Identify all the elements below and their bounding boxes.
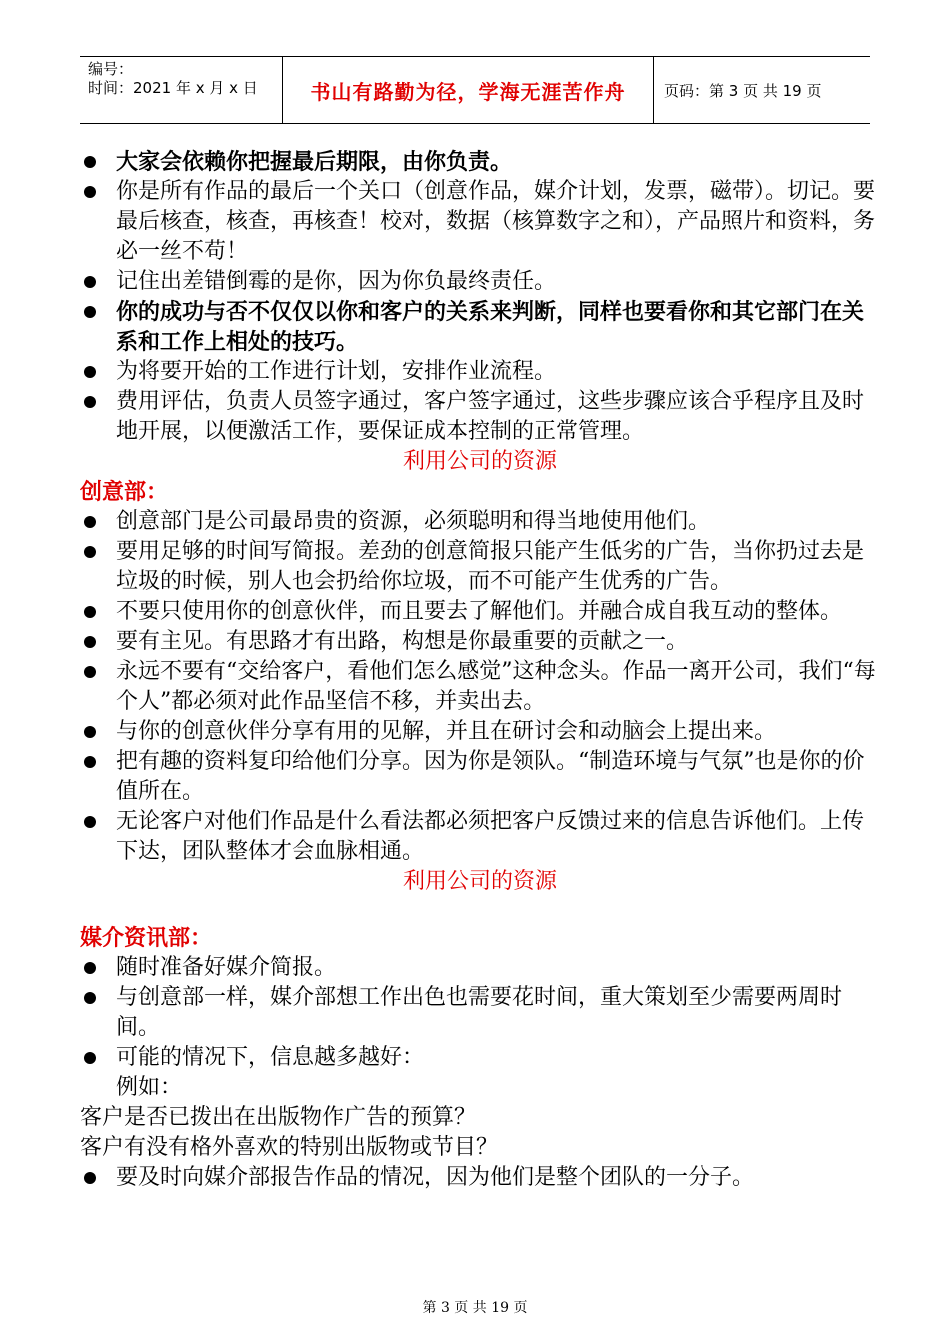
bullet-icon (84, 516, 96, 528)
list-item: 记住出差错倒霉的是你，因为你负最终责任。 (80, 267, 880, 297)
section-subheading: 利用公司的资源 (402, 869, 557, 894)
section-heading-media: 媒介资讯部： (80, 925, 213, 951)
header-page-info: 页码：第 3 页 共 19 页 (664, 81, 822, 100)
list-item: 大家会依赖你把握最后期限，由你负责。 (80, 147, 880, 177)
page-header (80, 56, 870, 124)
section-heading-creative: 创意部： (80, 479, 169, 505)
list-item: 要用足够的时间写简报。差劲的创意简报只能产生低劣的广告，当你扔过去是垃圾的时候，别人也会扔给你垃圾，而不可能产生优秀的广告。 (80, 537, 880, 597)
list-item: 创意部门是公司最昂贵的资源，必须聪明和得当地使用他们。 (80, 507, 880, 537)
list-item: 可能的情况下，信息越多越好： (80, 1043, 880, 1073)
header-motto: 书山有路勤为径，学海无涯苦作舟 (282, 57, 654, 123)
example-question: 客户有没有格外喜欢的特别出版物或节目？ (80, 1135, 499, 1160)
bullet-icon (84, 276, 96, 288)
bullet-icon (84, 396, 96, 408)
bullet-icon (84, 992, 96, 1004)
bullet-icon (84, 962, 96, 974)
list-item: 为将要开始的工作进行计划，安排作业流程。 (80, 357, 880, 387)
bullet-icon (84, 546, 96, 558)
bullet-icon (84, 306, 96, 318)
page-footer: 第 3 页 共 19 页 (422, 1300, 528, 1316)
list-item: 费用评估，负责人员签字通过，客户签字通过，这些步骤应该合乎程序且及时地开展，以便激活工作，要保证成本控制的正常管理。 (80, 387, 880, 447)
bullet-icon (84, 816, 96, 828)
section-subheading: 利用公司的资源 (402, 449, 557, 474)
list-item: 要及时向媒介部报告作品的情况，因为他们是整个团队的一分子。 (80, 1163, 880, 1193)
bullet-icon (84, 666, 96, 678)
bullet-icon (84, 726, 96, 738)
example-question: 客户是否已拨出在出版物作广告的预算？ (80, 1105, 477, 1130)
list-item: 与你的创意伙伴分享有用的见解，并且在研讨会和动脑会上提出来。 (80, 717, 880, 747)
list-item: 永远不要有“交给客户，看他们怎么感觉”这种念头。作品一离开公司，我们“每个人”都必须对此作品坚信不移，并卖出去。 (80, 657, 880, 717)
spacer (80, 897, 880, 923)
example-label: 例如： (116, 1075, 183, 1100)
bullet-icon (84, 636, 96, 648)
bullet-icon (84, 606, 96, 618)
bullet-icon (84, 366, 96, 378)
document-body (80, 147, 880, 1193)
bullet-icon (84, 1052, 96, 1064)
header-meta (80, 57, 282, 123)
bullet-icon (84, 1172, 96, 1184)
document-date: 时间：2021 年 x 月 x 日 (88, 79, 258, 97)
bullet-icon (84, 756, 96, 768)
list-item: 你是所有作品的最后一个关口（创意作品，媒介计划，发票，磁带）。切记。要最后核查，核查，再核查！校对，数据（核算数字之和），产品照片和资料，务必一丝不苟！ (80, 177, 880, 267)
list-item: 要有主见。有思路才有出路，构想是你最重要的贡献之一。 (80, 627, 880, 657)
list-item: 不要只使用你的创意伙伴，而且要去了解他们。并融合成自我互动的整体。 (80, 597, 880, 627)
list-item: 无论客户对他们作品是什么看法都必须把客户反馈过来的信息告诉他们。上传下达，团队整体才会血脉相通。 (80, 807, 880, 867)
bullet-icon (84, 186, 96, 198)
list-item: 把有趣的资料复印给他们分享。因为你是领队。“制造环境与气氛”也是你的价值所在。 (80, 747, 880, 807)
list-item: 你的成功与否不仅仅以你和客户的关系来判断，同样也要看你和其它部门在关系和工作上相处的技巧。 (80, 297, 880, 357)
document-number-label: 编号： (88, 60, 134, 78)
list-item: 与创意部一样，媒介部想工作出色也需要花时间，重大策划至少需要两周时间。 (80, 983, 880, 1043)
list-item: 随时准备好媒介简报。 (80, 953, 880, 983)
bullet-icon (84, 156, 96, 168)
